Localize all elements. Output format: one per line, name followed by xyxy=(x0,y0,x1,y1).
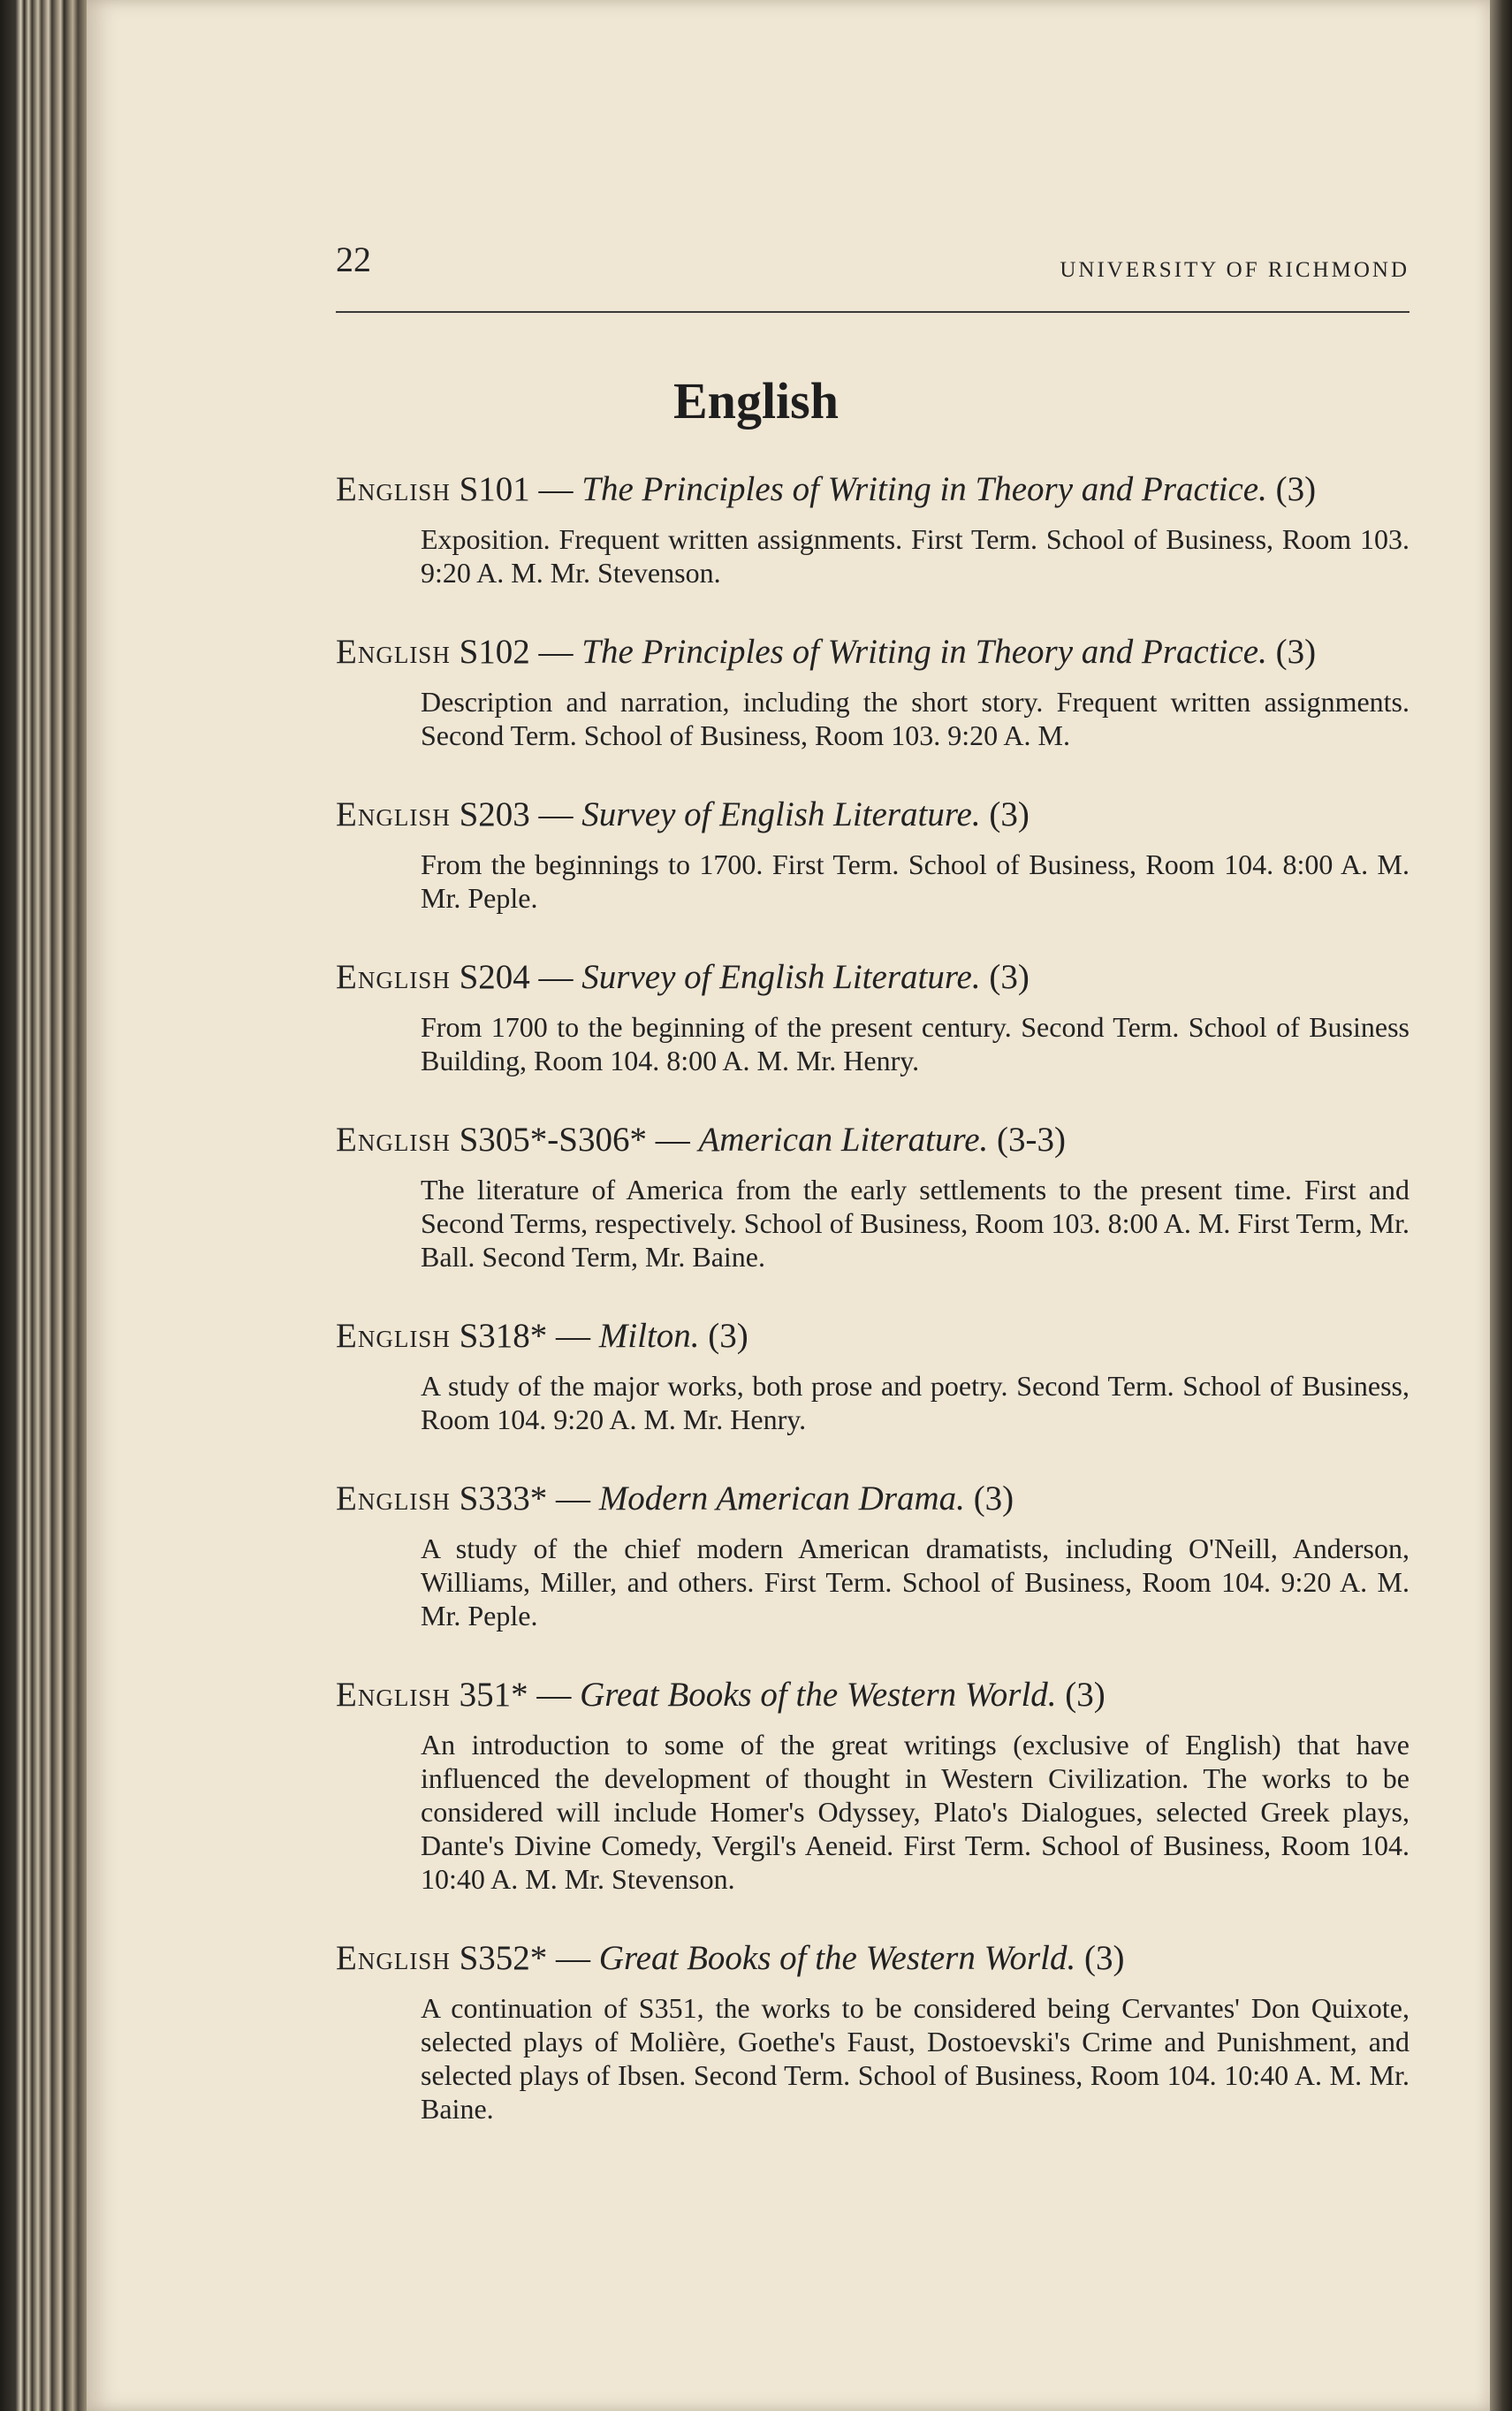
course-entry xyxy=(336,1311,1409,1436)
running-head: UNIVERSITY OF RICHMOND xyxy=(1060,258,1409,282)
course-credits: (3) xyxy=(708,1317,748,1355)
course-heading xyxy=(336,952,1409,1003)
course-credits: (3) xyxy=(1084,1939,1125,1977)
course-entry xyxy=(336,789,1409,915)
course-entry xyxy=(336,1473,1409,1632)
course-department: English xyxy=(336,470,451,508)
course-separator: — xyxy=(529,958,582,996)
course-department: English xyxy=(336,1317,451,1355)
course-entry xyxy=(336,1933,1409,2126)
course-credits: (3) xyxy=(1275,470,1317,508)
course-heading xyxy=(336,1311,1409,1362)
course-credits: (3) xyxy=(989,795,1030,833)
course-department: English xyxy=(336,958,451,996)
course-entry xyxy=(336,952,1409,1077)
course-department: English xyxy=(336,1479,451,1517)
course-entry xyxy=(336,464,1409,589)
course-description: From the beginnings to 1700. First Term. School of Business, Room 104. 8:00 A. M. Mr. Peple. xyxy=(421,848,1409,914)
course-department: English xyxy=(336,1121,451,1159)
course-list xyxy=(336,464,1409,2163)
course-department: English xyxy=(336,1676,451,1714)
course-heading xyxy=(336,1473,1409,1525)
course-description: A continuation of S351, the works to be considered being Cervantes' Don Quixote, selected plays of Molière, Goethe's Faust, Dostoevski's Crime and Punishment, and selected plays of Ibsen. Second Term. School of Business, Room 104. 10:40 A. M. Mr. Baine. xyxy=(421,1992,1409,2125)
course-title: Modern American Drama. xyxy=(598,1479,965,1517)
course-number: S101 xyxy=(459,470,530,508)
course-number: S102 xyxy=(459,633,530,671)
course-number: S318* xyxy=(459,1317,548,1355)
course-description: Description and narration, including the short story. Frequent written assignments. Second Term. School of Business, Room 103. 9:20 A. M. xyxy=(421,686,1409,751)
course-description: From 1700 to the beginning of the present century. Second Term. School of Business Building, Room 104. 8:00 A. M. Mr. Henry. xyxy=(421,1011,1409,1076)
course-separator: — xyxy=(646,1121,699,1159)
course-department: English xyxy=(336,1939,451,1977)
course-heading xyxy=(336,1669,1409,1721)
course-title: Great Books of the Western World. xyxy=(580,1676,1057,1714)
course-description: An introduction to some of the great writings (exclusive of English) that have influenced the development of thought in Western Civilization. The works to be considered will include Homer's Odyssey, Plato's Dialogues, selected Greek plays, Dante's Divine Comedy, Vergil's Aeneid. First Term. School of Business, Room 104. 10:40 A. M. Mr. Stevenson. xyxy=(421,1729,1409,1895)
course-title: Great Books of the Western World. xyxy=(598,1939,1076,1977)
course-department: English xyxy=(336,633,451,671)
course-credits: (3) xyxy=(1275,633,1317,671)
course-credits: (3) xyxy=(989,958,1030,996)
course-entry xyxy=(336,1669,1409,1896)
section-title: English xyxy=(673,372,839,430)
course-credits: (3) xyxy=(973,1479,1014,1517)
course-separator: — xyxy=(528,1676,581,1714)
course-heading xyxy=(336,1933,1409,1984)
course-number: 351* xyxy=(459,1676,528,1714)
course-title: American Literature. xyxy=(698,1121,989,1159)
course-number: S203 xyxy=(459,795,530,833)
page-right-edge xyxy=(1490,0,1512,2411)
course-heading xyxy=(336,627,1409,678)
book-binding-edge xyxy=(0,0,87,2411)
course-title: Milton. xyxy=(598,1317,700,1355)
course-number: S352* xyxy=(459,1939,548,1977)
header-rule xyxy=(336,311,1409,313)
course-title: The Principles of Writing in Theory and Practice. xyxy=(581,470,1267,508)
course-title: Survey of English Literature. xyxy=(581,958,981,996)
course-heading xyxy=(336,1114,1409,1166)
course-title: The Principles of Writing in Theory and Practice. xyxy=(581,633,1267,671)
course-entry xyxy=(336,627,1409,752)
course-separator: — xyxy=(529,795,582,833)
course-credits: (3-3) xyxy=(997,1121,1067,1159)
course-heading xyxy=(336,464,1409,515)
course-description: The literature of America from the early settlements to the present time. First and Second Terms, respectively. School of Business, Room 103. 8:00 A. M. First Term, Mr. Ball. Second Term, Mr. Baine. xyxy=(421,1174,1409,1273)
course-separator: — xyxy=(529,470,582,508)
course-heading xyxy=(336,789,1409,840)
course-separator: — xyxy=(529,633,582,671)
page-number: 22 xyxy=(336,240,371,279)
course-description: Exposition. Frequent written assignments. First Term. School of Business, Room 103. 9:20 A. M. Mr. Stevenson. xyxy=(421,523,1409,589)
course-title: Survey of English Literature. xyxy=(581,795,981,833)
course-description: A study of the chief modern American dramatists, including O'Neill, Anderson, Williams, Miller, and others. First Term. School of Business, Room 104. 9:20 A. M. Mr. Peple. xyxy=(421,1533,1409,1631)
course-credits: (3) xyxy=(1065,1676,1106,1714)
course-number: S204 xyxy=(459,958,530,996)
page-header xyxy=(336,239,1409,292)
course-separator: — xyxy=(547,1317,599,1355)
course-number: S333* xyxy=(459,1479,548,1517)
course-separator: — xyxy=(547,1939,599,1977)
course-entry xyxy=(336,1114,1409,1274)
course-number: S305*-S306* xyxy=(459,1121,647,1159)
course-department: English xyxy=(336,795,451,833)
course-description: A study of the major works, both prose and poetry. Second Term. School of Business, Room 104. 9:20 A. M. Mr. Henry. xyxy=(421,1370,1409,1435)
course-separator: — xyxy=(547,1479,599,1517)
